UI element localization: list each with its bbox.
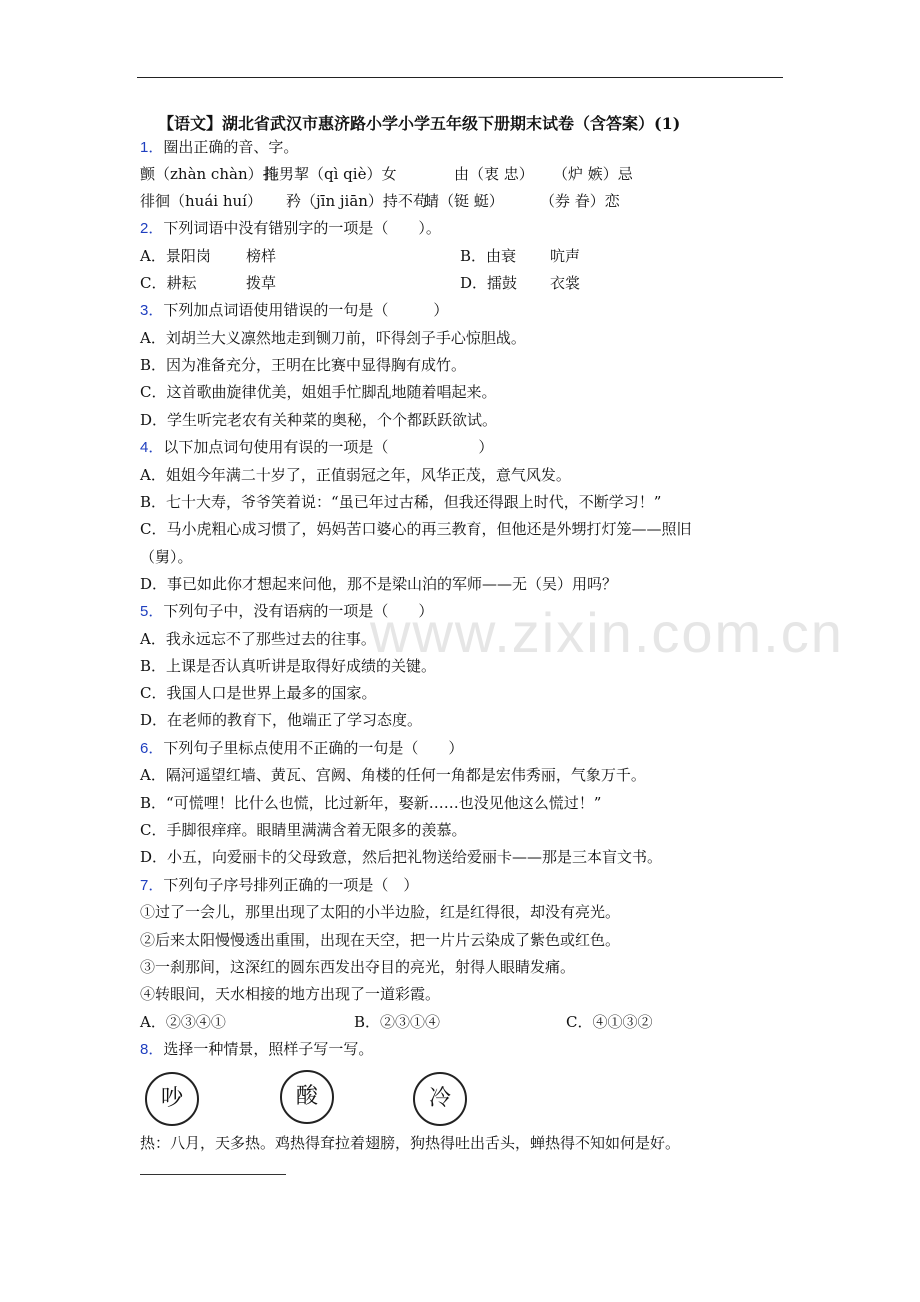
question-stem: 下列词语中没有错别字的一项是（ ）。: [163, 219, 441, 237]
question-number: 3．: [140, 302, 164, 319]
option-label: A．景阳岗: [140, 247, 211, 265]
question-number: 4．: [140, 439, 164, 456]
option: A．隔河遥望红墙、黄瓦、宫阙、角楼的任何一角都是宏伟秀丽，气象万千。: [140, 766, 646, 784]
option: D．学生听完老农有关种菜的奥秘，个个都跃跃欲试。: [140, 411, 498, 429]
question-stem: 选择一种情景，照样子写一写。: [163, 1040, 374, 1058]
q1-item: 矜（jīn jiān）持不苟: [286, 192, 428, 210]
option-word: 衣裳: [550, 274, 581, 292]
option: D．在老师的教育下，他端正了学习态度。: [140, 711, 423, 729]
option: A．我永远忘不了那些过去的往事。: [140, 630, 376, 648]
q1-row-1: [140, 164, 780, 184]
question-stem: 下列句子中，没有语病的一项是（ ）: [163, 602, 434, 620]
circled-character: 吵: [145, 1072, 199, 1126]
page-title: 【语文】湖北省武汉市惠济路小学小学五年级下册期末试卷（含答案）(1): [158, 114, 681, 133]
option: D．小五，向爱丽卡的父母致意，然后把礼物送给爱丽卡——那是三本盲文书。: [140, 848, 663, 866]
question-number: 1．: [140, 139, 164, 156]
question-number: 6．: [140, 740, 164, 757]
sentence: ②后来太阳慢慢透出重围，出现在天空，把一片片云染成了紫色或红色。: [140, 931, 621, 949]
question-5: [140, 601, 433, 622]
q1-item: 颤（zhàn chàn）抖: [140, 165, 278, 183]
option: B．七十大寿，爷爷笑着说：“虽已年过古稀，但我还得跟上时代，不断学习！”: [140, 493, 662, 511]
option: B．上课是否认真听讲是取得好成绩的关键。: [140, 657, 437, 675]
option: B．因为准备充分，王明在比赛中显得胸有成竹。: [140, 356, 467, 374]
sentence: ③一刹那间，这深红的圆东西发出夺目的亮光，射得人眼睛发痛。: [140, 958, 576, 976]
question-number: 7．: [140, 877, 164, 894]
question-2: [140, 218, 441, 239]
option-label: D．擂鼓: [460, 274, 518, 292]
q2-options-row-2: [140, 273, 780, 293]
question-number: 2．: [140, 220, 164, 237]
option-label: B．由衰: [460, 247, 517, 265]
q1-item: 蜻（铤 蜓）: [424, 192, 504, 210]
option-label: C．耕耘: [140, 274, 197, 292]
option: C．④①③②: [566, 1013, 653, 1031]
option: A．②③④①: [140, 1013, 226, 1031]
option-word: 榜样: [246, 247, 277, 265]
q2-options-row-1: [140, 246, 780, 266]
question-stem: 圈出正确的音、字。: [163, 138, 299, 156]
option-word: 吭声: [550, 247, 581, 265]
option: C．我国人口是世界上最多的国家。: [140, 684, 377, 702]
option: D．事已如此你才想起来问他，那不是梁山泊的军师——无（吴）用吗？: [140, 575, 618, 593]
option: B．“可慌哩！比什么也慌，比过新年，娶新……也没见他这么慌过！”: [140, 794, 602, 812]
question-4: [140, 437, 493, 458]
q1-item: 由（衷 忠）: [454, 165, 534, 183]
q1-item: （炉 嫉）忌: [553, 165, 633, 183]
q1-item: 徘徊（huái huí）: [140, 192, 262, 210]
example-sentence: 热：八月，天多热。鸡热得耷拉着翅膀，狗热得吐出舌头，蝉热得不知如何是好。: [140, 1134, 681, 1152]
question-6: [140, 738, 463, 759]
sentence: ④转眼间，天水相接的地方出现了一道彩霞。: [140, 985, 441, 1003]
option: C．马小虎粗心成习惯了，妈妈苦口婆心的再三教育，但他还是外甥打灯笼——照旧: [140, 520, 692, 538]
q7-options: [140, 1012, 780, 1032]
option: A．姐姐今年满二十岁了，正值弱冠之年，风华正茂，意气风发。: [140, 466, 571, 484]
header-rule: [137, 77, 783, 78]
q1-item: 拖男挈（qì qiè）女: [264, 165, 397, 183]
option: C．手脚很痒痒。眼睛里满满含着无限多的羡慕。: [140, 821, 467, 839]
question-stem: 以下加点词句使用有误的一项是（ ）: [163, 438, 494, 456]
watermark: www.zixin.com.cn: [370, 601, 844, 664]
question-number: 5．: [140, 603, 164, 620]
sentence: ①过了一会儿，那里出现了太阳的小半边脸，红是红得很，却没有亮光。: [140, 903, 621, 921]
question-number: 8．: [140, 1041, 164, 1058]
question-stem: 下列句子序号排列正确的一项是（ ）: [163, 876, 419, 894]
option: A．刘胡兰大义凛然地走到铡刀前，吓得刽子手心惊胆战。: [140, 329, 526, 347]
question-8: [140, 1039, 373, 1060]
question-3: [140, 300, 448, 321]
circled-character: 冷: [413, 1072, 467, 1126]
question-1: [140, 137, 298, 158]
circled-character: 酸: [280, 1070, 334, 1124]
option-word: 拨草: [246, 274, 277, 292]
question-stem: 下列句子里标点使用不正确的一句是（ ）: [163, 739, 464, 757]
q1-item: （券 眷）恋: [540, 192, 620, 210]
question-7: [140, 875, 418, 896]
option: C．这首歌曲旋律优美，姐姐手忙脚乱地随着唱起来。: [140, 383, 497, 401]
q1-row-2: [140, 191, 780, 211]
option: B．②③①④: [354, 1013, 441, 1031]
answer-blank-line[interactable]: [140, 1174, 286, 1175]
question-stem: 下列加点词语使用错误的一句是（ ）: [163, 301, 449, 319]
option-continuation: （舅）。: [140, 548, 193, 566]
